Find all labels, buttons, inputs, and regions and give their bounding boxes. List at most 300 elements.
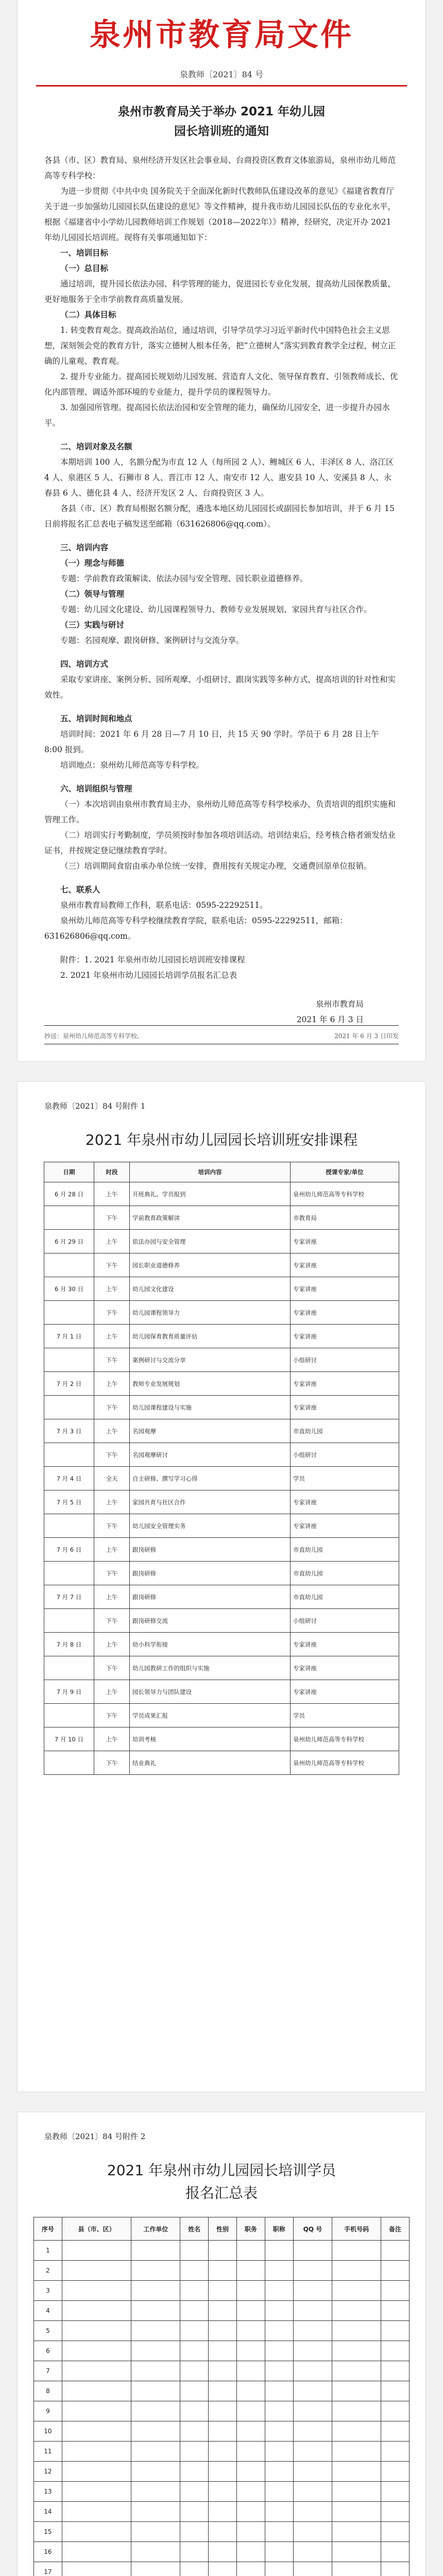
table-cell [44,1348,94,1372]
table-cell[interactable] [265,2341,293,2361]
table-cell: 市直幼儿园 [291,1538,399,1562]
table-cell: 跟岗研修 [130,1538,291,1562]
table-row [44,1490,399,1514]
table-cell[interactable] [293,2261,332,2281]
table-cell: 名园观摩 [130,1419,291,1443]
table-cell[interactable] [332,2421,381,2442]
body-paragraph: 泉州幼儿师范高等专科学校继续教育学院，联系电话：0595-22292511，邮箱：631626806@qq.com。 [44,916,348,941]
table-cell: 上午 [94,1372,130,1396]
table-cell[interactable] [131,2341,180,2361]
table-cell[interactable] [62,2301,131,2321]
table-cell[interactable] [62,2401,131,2421]
table-cell[interactable] [131,2241,180,2261]
table-cell: 下午 [94,1396,130,1419]
column-header: 时段 [94,1162,130,1182]
table-cell[interactable] [209,2462,237,2482]
table-cell: 幼儿园课程建设与实施 [130,1396,291,1419]
table-cell[interactable] [381,2462,410,2482]
table-cell[interactable] [381,2341,410,2361]
table-cell[interactable] [180,2381,209,2401]
table-row [44,1301,399,1325]
attachment-2-title-line: 2021 年泉州市幼儿园园长培训学员 [107,2162,336,2179]
table-cell: 专家讲座 [291,1253,399,1277]
table-cell[interactable] [62,2522,131,2542]
section-heading: （二）具体目标 [60,310,116,319]
table-cell [44,1751,94,1775]
table-cell[interactable] [381,2261,410,2281]
table-cell: 泉州幼儿师范高等专科学校 [291,1751,399,1775]
table-cell[interactable] [332,2502,381,2522]
table-cell: 学前教育政策解读 [130,1206,291,1230]
table-cell[interactable] [236,2361,265,2381]
table-cell[interactable] [293,2502,332,2522]
table-cell[interactable] [265,2301,293,2321]
table-cell [44,1206,94,1230]
red-separator [36,85,407,87]
table-row [44,1585,399,1609]
table-row [44,1467,399,1490]
table-cell: 依法办园与安全管理 [130,1230,291,1253]
table-cell: 学员 [291,1704,399,1727]
table-cell [44,1253,94,1277]
table-cell[interactable] [62,2482,131,2502]
table-cell[interactable] [381,2321,410,2341]
table-cell: 7 月 2 日 [44,1372,94,1396]
table-cell[interactable] [265,2281,293,2301]
table-cell[interactable] [381,2361,410,2381]
table-cell[interactable] [209,2502,237,2522]
letterhead: 泉州市教育局文件 [90,17,353,53]
table-cell: 名园观摩研讨 [130,1443,291,1467]
table-cell: 幼儿园课程领导力 [130,1301,291,1325]
table-row [44,1751,399,1775]
table-cell[interactable] [332,2482,381,2502]
table-cell[interactable] [131,2442,180,2462]
table-cell: 6 月 29 日 [44,1230,94,1253]
table-cell[interactable] [265,2401,293,2421]
table-cell[interactable] [332,2361,381,2381]
column-header: 序号 [34,2217,62,2241]
table-cell[interactable] [381,2502,410,2522]
table-cell[interactable] [265,2321,293,2341]
table-cell: 自主研修、撰写学习心得 [130,1467,291,1490]
table-cell[interactable] [265,2462,293,2482]
table-cell: 下午 [94,1751,130,1775]
table-cell[interactable] [381,2542,410,2562]
table-cell[interactable] [180,2281,209,2301]
row-number-cell: 9 [34,2401,62,2421]
table-cell[interactable] [265,2522,293,2542]
page-1 [18,0,425,1061]
table-cell[interactable] [180,2341,209,2361]
table-cell[interactable] [265,2361,293,2381]
table-cell[interactable] [293,2381,332,2401]
row-number-cell: 17 [34,2562,62,2576]
row-number-cell: 15 [34,2522,62,2542]
table-cell: 上午 [94,1490,130,1514]
table-cell[interactable] [62,2542,131,2562]
table-header-row [34,2217,410,2241]
table-cell[interactable] [293,2421,332,2442]
table-cell[interactable] [62,2361,131,2381]
table-cell[interactable] [180,2421,209,2442]
table-cell[interactable] [62,2241,131,2261]
table-cell: 学员成果汇报 [130,1704,291,1727]
table-cell[interactable] [265,2241,293,2261]
table-cell: 下午 [94,1656,130,1680]
table-cell: 幼儿园教研工作的组织与实施 [130,1656,291,1680]
table-row [44,1325,399,1348]
table-cell[interactable] [332,2542,381,2562]
table-cell[interactable] [180,2462,209,2482]
table-cell [44,1443,94,1467]
column-header: 姓名 [180,2217,209,2241]
row-number-cell: 11 [34,2442,62,2462]
body-paragraph: 泉州市教育局教师工作科，联系电话：0595-22292511。 [60,901,268,910]
row-number-cell: 10 [34,2421,62,2442]
body-paragraph: 专题：名园观摩、跟岗研修、案例研讨与交流分享。 [60,636,244,645]
table-cell: 教师专业发展规划 [130,1372,291,1396]
table-cell[interactable] [332,2381,381,2401]
table-cell: 幼小科学衔接 [130,1633,291,1656]
table-cell[interactable] [381,2281,410,2301]
table-cell[interactable] [381,2401,410,2421]
table-cell[interactable] [180,2321,209,2341]
table-cell[interactable] [209,2381,237,2401]
body-paragraph: 附件：1. 2021 年泉州市幼儿园园长培训班安排课程 [60,955,245,964]
table-cell[interactable] [209,2361,237,2381]
table-cell[interactable] [236,2281,265,2301]
table-cell[interactable] [236,2442,265,2462]
table-cell[interactable] [236,2401,265,2421]
table-cell: 学员 [291,1467,399,1490]
row-number-cell: 13 [34,2482,62,2502]
table-cell[interactable] [180,2401,209,2421]
table-cell: 6 月 30 日 [44,1277,94,1301]
footer-issue-date: 2021 年 6 月 3 日印发 [334,1032,399,1040]
table-cell: 下午 [94,1704,130,1727]
table-cell[interactable] [265,2502,293,2522]
table-cell[interactable] [62,2502,131,2522]
table-cell[interactable] [381,2482,410,2502]
table-row [34,2361,410,2381]
table-cell[interactable] [180,2361,209,2381]
table-cell: 上午 [94,1230,130,1253]
table-cell[interactable] [62,2261,131,2281]
body-paragraph: 2. 提升专业能力。提高园长规划幼儿园发展、营造育人文化、领导保育教育、引领教师成长、优化内部管理、调适外部环境的专业能力，提升学员的课程领导力。 [44,372,398,397]
table-cell[interactable] [131,2281,180,2301]
table-cell[interactable] [62,2341,131,2361]
table-cell: 专家讲座 [291,1656,399,1680]
column-header: 手机号码 [332,2217,381,2241]
table-cell[interactable] [180,2562,209,2576]
column-header: QQ 号 [293,2217,332,2241]
table-cell[interactable] [381,2301,410,2321]
table-cell[interactable] [209,2482,237,2502]
notice-body [44,152,399,983]
body-paragraph: 培训时间：2021 年 6 月 28 日—7 月 10 日，共 15 天 90 学时。学员于 6 月 28 日上午 8:00 报到。 [44,730,379,754]
table-cell [44,1656,94,1680]
row-number-cell: 12 [34,2462,62,2482]
table-row [44,1727,399,1751]
table-cell[interactable] [180,2502,209,2522]
table-cell[interactable] [209,2522,237,2542]
table-cell: 7 月 9 日 [44,1680,94,1704]
table-cell[interactable] [332,2562,381,2576]
table-cell[interactable] [209,2301,237,2321]
table-cell[interactable] [131,2562,180,2576]
table-cell[interactable] [265,2421,293,2442]
column-header: 工作单位 [131,2217,180,2241]
row-number-cell: 14 [34,2502,62,2522]
table-cell[interactable] [293,2361,332,2381]
table-cell[interactable] [180,2301,209,2321]
table-cell[interactable] [265,2482,293,2502]
table-cell [44,1514,94,1538]
table-row [44,1253,399,1277]
section-heading: （二）领导与管理 [60,589,125,599]
table-cell[interactable] [236,2421,265,2442]
table-cell[interactable] [180,2482,209,2502]
table-cell[interactable] [236,2542,265,2562]
table-cell[interactable] [236,2562,265,2576]
table-cell: 家园共育与社区合作 [130,1490,291,1514]
footer [44,1031,399,1040]
table-row [44,1443,399,1467]
table-cell: 结业典礼 [130,1751,291,1775]
table-cell[interactable] [265,2261,293,2281]
table-cell: 下午 [94,1253,130,1277]
table-cell: 小组研讨 [291,1609,399,1633]
table-cell[interactable] [236,2341,265,2361]
table-cell[interactable] [131,2321,180,2341]
row-number-cell: 8 [34,2381,62,2401]
table-cell[interactable] [209,2562,237,2576]
table-cell[interactable] [209,2321,237,2341]
body-paragraph: 专题：幼儿园文化建设、幼儿园课程领导力、教师专业发展规划、家园共育与社区合作。 [60,605,372,614]
table-cell[interactable] [131,2381,180,2401]
table-cell[interactable] [236,2482,265,2502]
attachment-1-title: 2021 年泉州市幼儿园园长培训班安排课程 [85,1131,358,1148]
table-cell[interactable] [381,2241,410,2261]
table-cell: 幼儿园安全管理实务 [130,1514,291,1538]
table-cell[interactable] [209,2421,237,2442]
table-cell[interactable] [293,2401,332,2421]
table-cell[interactable] [293,2281,332,2301]
table-cell[interactable] [332,2341,381,2361]
table-row [44,1656,399,1680]
table-cell: 泉州幼儿师范高等专科学校 [291,1727,399,1751]
table-cell[interactable] [131,2482,180,2502]
table-cell: 市直幼儿园 [291,1419,399,1443]
table-cell[interactable] [131,2401,180,2421]
table-cell: 全天 [94,1467,130,1490]
table-cell[interactable] [180,2241,209,2261]
table-cell[interactable] [332,2261,381,2281]
table-cell[interactable] [265,2542,293,2562]
table-cell[interactable] [131,2522,180,2542]
table-cell[interactable] [332,2401,381,2421]
table-cell[interactable] [62,2281,131,2301]
table-cell: 市直幼儿园 [291,1585,399,1609]
table-cell[interactable] [332,2281,381,2301]
table-row [44,1514,399,1538]
table-cell: 上午 [94,1538,130,1562]
column-header: 日期 [44,1162,94,1182]
body-paragraph: 3. 加强园所管理。提高园长依法治园和安全管理的能力，确保幼儿园安全，进一步提升办园水平。 [44,403,390,428]
table-cell[interactable] [332,2522,381,2542]
table-cell[interactable] [131,2261,180,2281]
table-cell[interactable] [293,2482,332,2502]
table-cell[interactable] [62,2381,131,2401]
section-heading: 三、培训内容 [60,543,109,552]
table-cell[interactable] [209,2401,237,2421]
table-cell[interactable] [332,2241,381,2261]
attachment-2-label: 泉教师〔2021〕84 号附件 2 [44,2132,146,2141]
table-cell[interactable] [293,2241,332,2261]
table-cell[interactable] [131,2542,180,2562]
table-cell[interactable] [180,2261,209,2281]
registration-table [33,2217,410,2576]
table-cell[interactable] [236,2502,265,2522]
table-row [34,2482,410,2502]
table-cell[interactable] [381,2562,410,2576]
table-cell[interactable] [180,2542,209,2562]
table-cell[interactable] [62,2421,131,2442]
table-row [34,2341,410,2361]
table-cell[interactable] [236,2301,265,2321]
table-cell[interactable] [209,2281,237,2301]
table-cell[interactable] [131,2462,180,2482]
table-row [44,1538,399,1562]
table-cell: 开班典礼、学员报到 [130,1182,291,1206]
table-row [34,2261,410,2281]
page-3 [18,2112,425,2576]
table-cell[interactable] [236,2321,265,2341]
notice-title-line: 园长培训班的通知 [174,125,269,138]
table-cell[interactable] [180,2522,209,2542]
table-cell[interactable] [131,2361,180,2381]
attachment-2-title-line: 报名汇总表 [185,2184,258,2201]
table-cell[interactable] [332,2301,381,2321]
table-row [34,2522,410,2542]
table-cell[interactable] [332,2321,381,2341]
table-cell [44,1562,94,1585]
table-cell[interactable] [381,2381,410,2401]
table-cell[interactable] [209,2442,237,2462]
table-cell[interactable] [265,2381,293,2401]
table-cell[interactable] [381,2421,410,2442]
table-cell[interactable] [236,2241,265,2261]
table-cell[interactable] [209,2542,237,2562]
table-cell[interactable] [131,2502,180,2522]
table-cell: 7 月 6 日 [44,1538,94,1562]
table-cell[interactable] [293,2522,332,2542]
table-cell[interactable] [265,2442,293,2462]
table-cell[interactable] [293,2442,332,2462]
table-row [34,2442,410,2462]
table-cell[interactable] [381,2522,410,2542]
table-cell[interactable] [62,2442,131,2462]
table-cell: 上午 [94,1325,130,1348]
column-header: 性别 [209,2217,237,2241]
table-cell: 上午 [94,1419,130,1443]
table-row [34,2502,410,2522]
body-paragraph: 1. 转变教育观念。提高政治站位，通过培训，引导学员学习习近平新时代中国特色社会主义思想，深刻领会党的教育方针，落实立德树人根本任务，把“立德树人”落实到教育教学全过程，树立正确的儿童观、教育观。 [44,326,396,366]
body-paragraph: 本期培训 100 人，名额分配为市直 12 人（每所园 2 人）、鲤城区 6 人、丰泽区 8 人、洛江区 4 人、泉港区 5 人、石狮市 8 人、晋江市 12 人、南安市 12 人、惠安县 10 人、安溪县 8 人、永春县 6 人、德化县 4 人、经济开发区 2 人、台商投资区 3 人。 [44,457,394,498]
table-cell[interactable] [293,2321,332,2341]
table-cell[interactable] [293,2301,332,2321]
table-row [44,1348,399,1372]
table-cell[interactable] [131,2301,180,2321]
page-2 [18,1082,425,2092]
table-cell: 上午 [94,1277,130,1301]
row-number-cell: 3 [34,2281,62,2301]
table-cell[interactable] [236,2522,265,2542]
table-cell[interactable] [293,2462,332,2482]
table-cell: 下午 [94,1206,130,1230]
table-cell: 7 月 3 日 [44,1419,94,1443]
row-number-cell: 5 [34,2321,62,2341]
table-row [44,1704,399,1727]
table-cell: 专家讲座 [291,1277,399,1301]
table-cell[interactable] [180,2442,209,2462]
table-row [34,2562,410,2576]
column-header: 授课专家/单位 [291,1162,399,1182]
table-cell: 幼儿园文化建设 [130,1277,291,1301]
table-cell[interactable] [293,2341,332,2361]
table-cell[interactable] [236,2381,265,2401]
table-cell[interactable] [236,2462,265,2482]
section-heading: 六、培训组织与管理 [60,784,132,793]
table-cell[interactable] [293,2542,332,2562]
table-cell[interactable] [265,2562,293,2576]
row-number-cell: 4 [34,2301,62,2321]
table-cell[interactable] [209,2241,237,2261]
table-cell: 上午 [94,1182,130,1206]
table-cell[interactable] [131,2421,180,2442]
table-cell: 7 月 4 日 [44,1467,94,1490]
body-paragraph: （一）本次培训由泉州市教育局主办，泉州幼儿师范高等专科学校承办，负责培训的组织实施和管理工作。 [44,800,396,824]
table-cell: 小组研讨 [291,1348,399,1372]
table-cell[interactable] [209,2341,237,2361]
table-cell: 专家讲座 [291,1633,399,1656]
table-cell: 上午 [94,1633,130,1656]
table-cell[interactable] [62,2462,131,2482]
notice-title-line: 泉州市教育局关于举办 2021 年幼儿园 [117,105,326,118]
table-cell[interactable] [209,2261,237,2281]
footer-cc: 抄送：泉州幼儿师范高等专科学校。 [44,1032,144,1040]
table-cell[interactable] [293,2562,332,2576]
table-cell[interactable] [62,2562,131,2576]
table-cell[interactable] [236,2261,265,2281]
document-number: 泉教师〔2021〕84 号 [179,70,264,79]
table-cell: 专家讲座 [291,1325,399,1348]
table-cell[interactable] [62,2321,131,2341]
body-paragraph: 各县（市、区）教育局、泉州经济开发区社会事业局、台商投资区教育文体旅游局，泉州市幼儿师范高等专科学校： [44,156,396,180]
table-row [44,1372,399,1396]
table-cell: 园长领导力与团队建设 [130,1680,291,1704]
table-cell[interactable] [381,2442,410,2462]
section-heading: 四、培训方式 [60,659,109,669]
table-cell: 跟岗研修 [130,1585,291,1609]
row-number-cell: 1 [34,2241,62,2261]
table-cell: 上午 [94,1680,130,1704]
table-cell [44,1704,94,1727]
table-row [44,1609,399,1633]
table-cell[interactable] [332,2442,381,2462]
table-cell[interactable] [332,2462,381,2482]
